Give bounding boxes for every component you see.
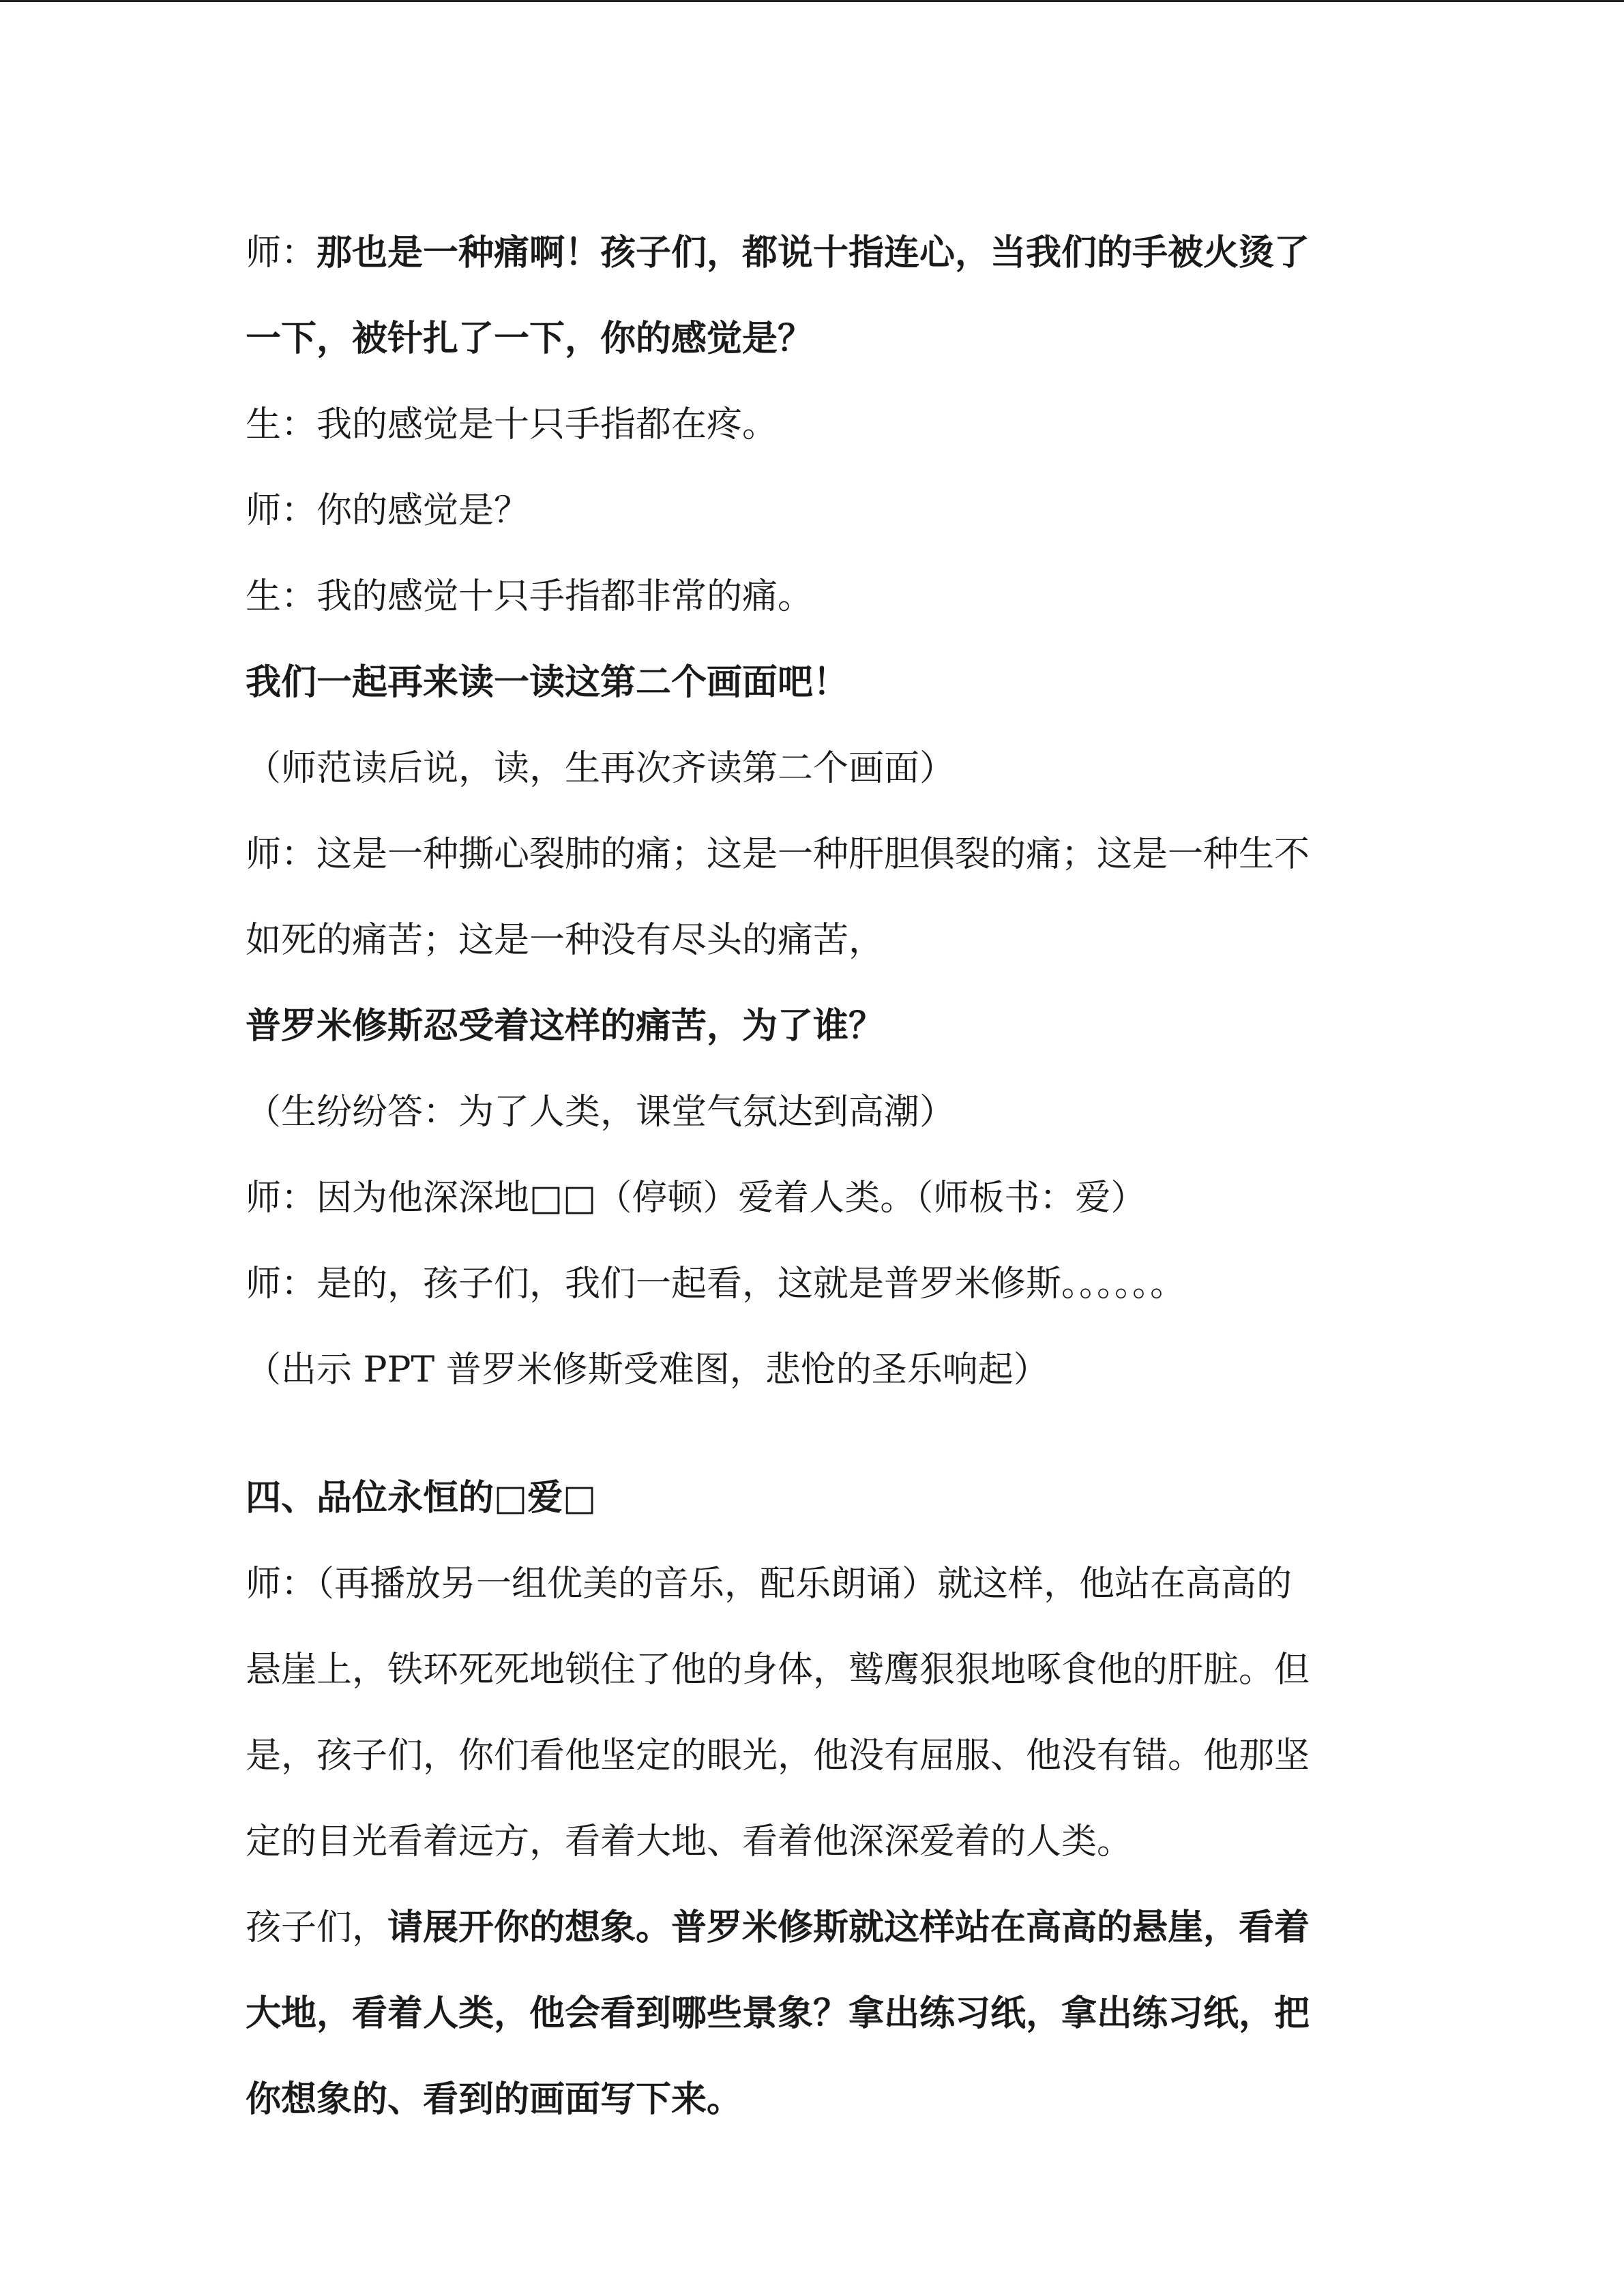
paragraph-line: （师范读后说，读，生再次齐读第二个画面） <box>246 748 956 789</box>
line-text: 请展开你的想象。普罗米修斯就这样站在高高的悬崖，看着 <box>387 1907 1310 1948</box>
paragraph-line: 普罗米修斯忍受着这样的痛苦，为了谁？ <box>246 1005 885 1047</box>
paragraph-line: 师：是的，孩子们，我们一起看，这就是普罗米修斯。。。。。。 <box>246 1264 1186 1304</box>
paragraph-line: 师：（再播放另一组优美的音乐，配乐朗诵）就这样，他站在高高的 <box>246 1564 1293 1605</box>
speaker-label: 师： <box>246 233 317 273</box>
paragraph-line: 我们一起再来读一读这第二个画面吧！ <box>246 661 849 703</box>
paragraph-line: （生纷纷答：为了人类，课堂气氛达到高潮） <box>246 1092 956 1133</box>
paragraph-line: 师：因为他深深地□□（停顿）爱着人类。（师板书：爱） <box>246 1178 1147 1219</box>
paragraph-line: 生：我的感觉十只手指都非常的痛。 <box>246 576 814 617</box>
page-top-border <box>0 0 1624 2</box>
paragraph-line: 大地，看着人类，他会看到哪些景象？拿出练习纸，拿出练习纸，把 <box>246 1993 1310 2034</box>
line-text: 那也是一种痛啊！孩子们，都说十指连心，当我们的手被火烫了 <box>316 232 1310 273</box>
paragraph-line: 你想象的、看到的画面写下来。 <box>246 2078 743 2120</box>
paragraph-line: 一下，被针扎了一下，你的感觉是？ <box>246 318 814 359</box>
paragraph-line: 师：这是一种撕心裂肺的痛；这是一种肝胆俱裂的痛；这是一种生不 <box>246 834 1310 875</box>
section-heading: 四、品位永恒的□爱□ <box>246 1477 597 1519</box>
paragraph-line: 悬崖上，铁环死死地锁住了他的身体，鹫鹰狠狠地啄食他的肝脏。但 <box>246 1650 1310 1690</box>
paragraph-line: 生：我的感觉是十只手指都在疼。 <box>246 404 778 445</box>
paragraph-line: （出示 PPT 普罗米修斯受难图，悲怆的圣乐响起） <box>246 1350 1049 1390</box>
paragraph-line: 是，孩子们，你们看他坚定的眼光，他没有屈服、他没有错。他那坚 <box>246 1735 1310 1776</box>
section-gap <box>246 1413 1364 1455</box>
paragraph-line: 如死的痛苦；这是一种没有尽头的痛苦， <box>246 920 885 961</box>
paragraph-line: 师：你的感觉是？ <box>246 490 530 531</box>
paragraph-line: 定的目光看着远方，看着大地、看着他深深爱着的人类。 <box>246 1821 1133 1862</box>
paragraph-line <box>246 210 1364 296</box>
paragraph-line <box>246 1885 1364 1971</box>
document-body <box>246 210 1364 2143</box>
line-lead: 孩子们， <box>246 1907 388 1948</box>
